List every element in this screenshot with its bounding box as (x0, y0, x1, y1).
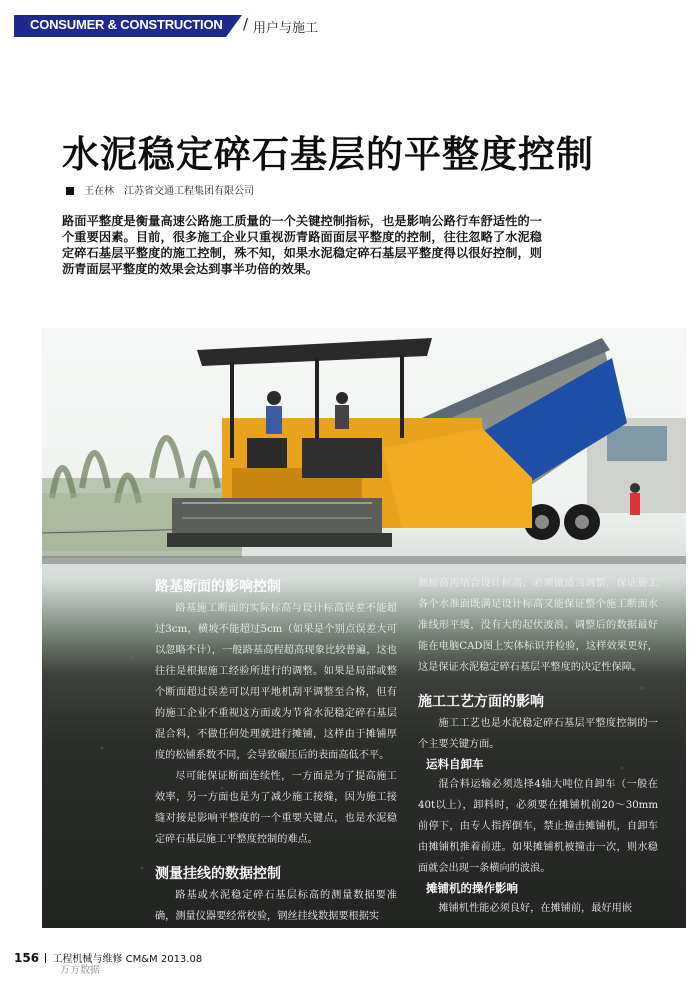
section-label-en: CONSUMER & CONSTRUCTION (30, 17, 223, 32)
watermark: 万方数据 (60, 965, 100, 976)
section-label-cn: 用户与施工 (253, 21, 319, 36)
heading-survey: 测量挂线的数据控制 (155, 866, 281, 882)
author-text: 王在林 江苏省交通工程集团有限公司 (84, 186, 254, 197)
issue-label: CM&M 2013.08 (125, 954, 203, 965)
heading-subgrade: 路基断面的影响控制 (155, 579, 281, 595)
section-divider: / (243, 15, 249, 33)
left-column (155, 575, 397, 927)
paragraph: 摊铺机性能必须良好，在摊铺前，最好用嵌 (438, 903, 632, 914)
magazine-name: 工程机械与维修 (52, 954, 123, 965)
paragraph: 测标高再结合设计标高，必须做适当调整，保证施工各个水准面既满足设计标高又能保证整个施工断面水准线形平缓，没有大的起伏波浪。调整后的数据最好能在电脑CAD图上实体标识并检验，这样效果更好，这是保证水泥稳定碎石基层平整度的决定性保障。 (418, 578, 658, 673)
page-footer (14, 950, 202, 965)
paragraph: 路基或水泥稳定碎石基层标高的测量数据要准确，测量仪器要经常校验，钢丝挂线数据要根据实 (155, 890, 397, 922)
article-title: 水泥稳定碎石基层的平整度控制 (62, 133, 594, 176)
paragraph: 路基施工断面的实际标高与设计标高误差不能超过3cm，横坡不能超过5cm（如果是个别点误差大可以忽略不计），一般路基高程超高现象比较普遍，这也往往是根据施工经验所进行的调整。如果是局部或整个断面超过误差可以用平地机刮平调整至合格，但有的施工企业不重视这方面或为节省水泥稳定碎石基层混合料，不做任何处理就进行摊铺，这样由于摊铺厚度的松铺系数不同，会导致碾压后的表面高低不平。 (155, 603, 397, 761)
subheading-dump-truck: 运料自卸车 (426, 757, 484, 771)
right-column (418, 573, 658, 919)
page-number: 156 (14, 951, 40, 965)
author-byline (66, 182, 254, 197)
paragraph: 混合料运输必须选择4轴大吨位自卸车（一般在40t以上），卸料时，必须要在摊铺机前20～30mm前停下，由专人指挥倒车，禁止撞击摊铺机，自卸车由摊铺机推着前进。如果摊铺机被撞击一次，则水稳面就会出现一条横向的波浪。 (418, 779, 658, 874)
article-abstract: 路面平整度是衡量高速公路施工质量的一个关键控制指标，也是影响公路行车舒适性的一个重要因素。目前，很多施工企业只重视沥青路面面层平整度的控制，往往忽略了水泥稳定碎石基层平整度的施工控制，殊不知，如果水泥稳定碎石基层平整度得以很好控制，则沥青面层平整度的效果会达到事半功倍的效果。 (62, 214, 542, 276)
paragraph: 尽可能保证断面连续性，一方面是为了提高施工效率，另一方面也是为了减少施工接缝，因为施工接缝对接是影响平整度的一个重要关键点，也是水泥稳定碎石基层施工平整度控制的难点。 (155, 771, 397, 845)
subheading-paver-operation: 摊铺机的操作影响 (426, 881, 518, 895)
paragraph: 施工工艺也是水泥稳定碎石基层平整度控制的一个主要关键方面。 (418, 718, 658, 750)
heading-process: 施工工艺方面的影响 (418, 694, 544, 710)
bullet-square-icon (66, 187, 74, 195)
footer-divider (45, 953, 46, 963)
